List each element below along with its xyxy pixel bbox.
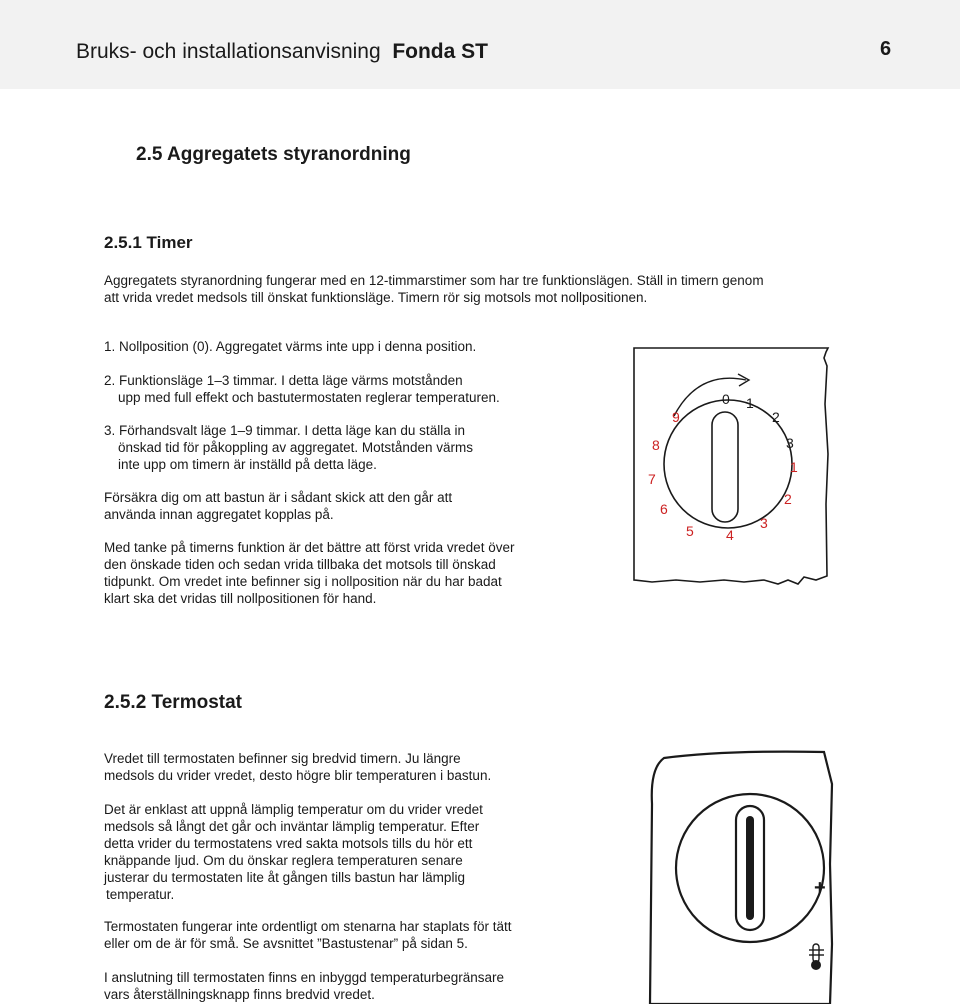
timer-mode-3 bbox=[104, 422, 473, 473]
text-line: detta vrider du termostatens vred sakta motsols tills du hör ett bbox=[104, 836, 473, 851]
text-line: att vrida vredet medsols till önskat funktionsläge. Timern rör sig motsols mot nollpositionen. bbox=[104, 290, 648, 305]
text-line: Vredet till termostaten befinner sig bredvid timern. Ju längre bbox=[104, 751, 461, 766]
text-line: medsols så långt det går och inväntar lämplig temperatur. Efter bbox=[104, 819, 480, 834]
timer-mode-2 bbox=[104, 372, 500, 406]
document-title bbox=[76, 40, 488, 64]
text-line: önskad tid för påkoppling av aggregatet. Motstånden värms bbox=[118, 440, 473, 455]
section-heading-2-5: 2.5 Aggregatets styranordning bbox=[136, 144, 411, 165]
dial-label-zero: 0 bbox=[722, 391, 730, 407]
timer-dial-icon bbox=[628, 344, 838, 594]
dial-grip bbox=[712, 412, 738, 522]
page-header bbox=[0, 0, 960, 89]
text-line: medsols du vrider vredet, desto högre blir temperaturen i bastun. bbox=[104, 768, 492, 783]
plus-icon: + bbox=[814, 877, 826, 899]
timer-usage-tip bbox=[104, 539, 514, 607]
page-number: 6 bbox=[880, 38, 892, 60]
dial-label-preset-2: 2 bbox=[784, 491, 792, 507]
text-line: justerar du termostaten lite åt gången tills bastun har lämplig bbox=[104, 870, 465, 885]
text-line: använda innan aggregatet kopplas på. bbox=[104, 507, 334, 522]
text-line: knäppande ljud. Om du önskar reglera temperaturen senare bbox=[104, 853, 463, 868]
timer-mode-1 bbox=[104, 338, 476, 355]
text-line: tidpunkt. Om vredet inte befinner sig i nollposition när du har badat bbox=[104, 574, 502, 589]
dial-label-full-2: 2 bbox=[772, 409, 780, 425]
thermostat-paragraph-1 bbox=[104, 750, 491, 784]
timer-intro-paragraph bbox=[104, 272, 764, 306]
text-line: klart ska det vridas till nollpositionen för hand. bbox=[104, 591, 377, 606]
text-line: Försäkra dig om att bastun är i sådant skick att den går att bbox=[104, 490, 453, 505]
dial-label-full-3: 3 bbox=[786, 435, 794, 451]
text-line: 2. Funktionsläge 1–3 timmar. I detta läge värms motstånden bbox=[104, 373, 463, 388]
dial-label-preset-4: 4 bbox=[726, 527, 734, 543]
text-line: inte upp om timern är inställd på detta läge. bbox=[118, 457, 377, 472]
dial-label-preset-9: 9 bbox=[672, 409, 680, 425]
thermostat-paragraph-4 bbox=[104, 969, 504, 1003]
text-line: upp med full effekt och bastutermostaten reglerar temperaturen. bbox=[118, 390, 500, 405]
thermostat-indicator bbox=[746, 816, 754, 920]
text-line: eller om de är för små. Se avsnittet ”Bastustenar” på sidan 5. bbox=[104, 936, 468, 951]
dial-label-preset-5: 5 bbox=[686, 523, 694, 539]
text-line: vars återställningsknapp finns bredvid vredet. bbox=[104, 987, 375, 1002]
dial-label-full-1: 1 bbox=[746, 395, 754, 411]
document-title-text: Bruks- och installationsanvisning bbox=[76, 40, 381, 63]
dial-label-preset-8: 8 bbox=[652, 437, 660, 453]
text-line: Termostaten fungerar inte ordentligt om stenarna har staplats för tätt bbox=[104, 919, 512, 934]
thermostat-paragraph-3 bbox=[104, 918, 511, 952]
dial-label-preset-6: 6 bbox=[660, 501, 668, 517]
text-line: Det är enklast att uppnå lämplig temperatur om du vrider vredet bbox=[104, 802, 483, 817]
text-line: temperatur. bbox=[106, 887, 175, 902]
text-line: I anslutning till termostaten finns en inbyggd temperaturbegränsare bbox=[104, 970, 504, 985]
text-line: 1. Nollposition (0). Aggregatet värms inte upp i denna position. bbox=[104, 339, 477, 354]
model-name: Fonda ST bbox=[392, 40, 488, 63]
section-heading-2-5-2: 2.5.2 Termostat bbox=[104, 692, 242, 713]
dial-label-preset-3: 3 bbox=[760, 515, 768, 531]
timer-safety-note bbox=[104, 489, 452, 523]
dial-label-preset-7: 7 bbox=[648, 471, 656, 487]
thermostat-paragraph-2 bbox=[104, 801, 483, 903]
thermostat-dial-icon bbox=[644, 744, 844, 1004]
text-line: Aggregatets styranordning fungerar med en 12-timmarstimer som har tre funktionslägen. Ställ in timern genom bbox=[104, 273, 764, 288]
dial-label-preset-1: 1 bbox=[790, 459, 798, 475]
text-line: den önskade tiden och sedan vrida tillbaka det motsols till önskad bbox=[104, 557, 496, 572]
text-line: 3. Förhandsvalt läge 1–9 timmar. I detta läge kan du ställa in bbox=[104, 423, 465, 438]
text-line: Med tanke på timerns funktion är det bättre att först vrida vredet över bbox=[104, 540, 515, 555]
section-heading-2-5-1: 2.5.1 Timer bbox=[104, 233, 193, 252]
